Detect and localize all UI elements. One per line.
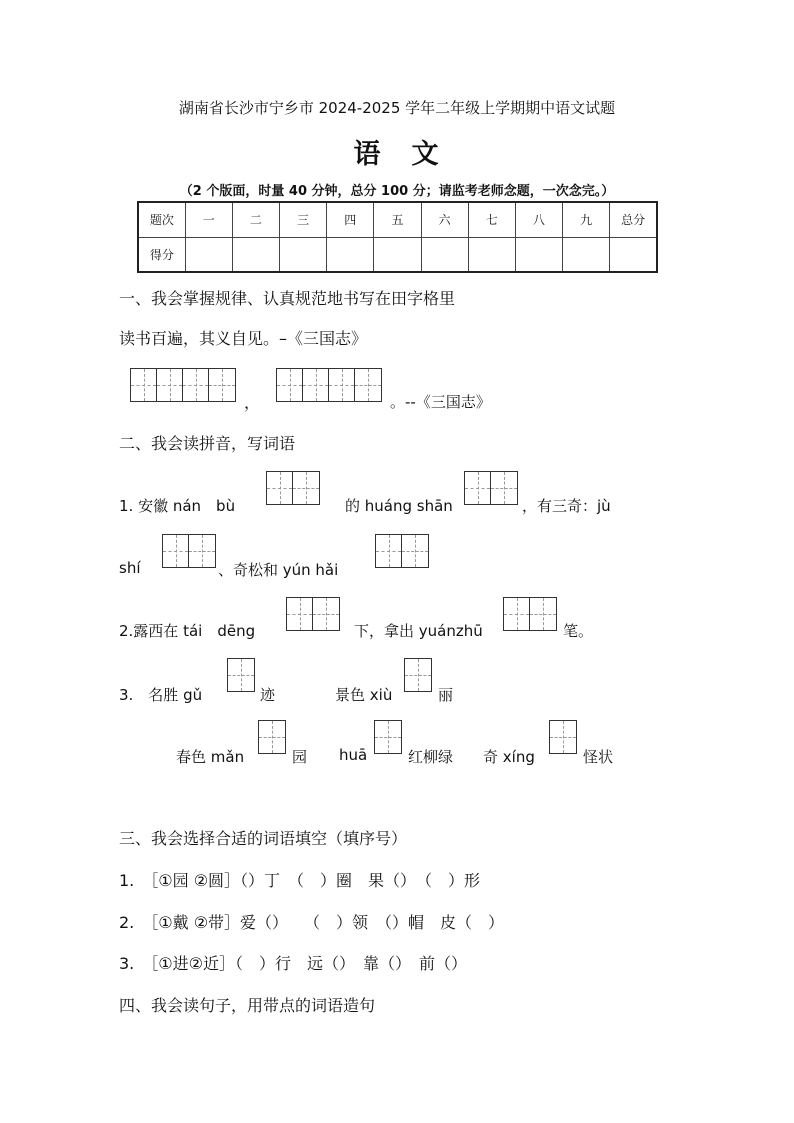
pinyin-line5-b: 园 <box>292 748 308 766</box>
score-cell[interactable] <box>327 237 374 272</box>
writing-grid[interactable] <box>162 534 216 568</box>
score-row-label: 得分 <box>138 237 185 272</box>
score-table-score-row <box>138 237 657 272</box>
score-col-header: 四 <box>327 202 374 237</box>
score-table-header-row <box>138 202 657 237</box>
pinyin-line4-d: 丽 <box>438 686 454 704</box>
score-cell[interactable] <box>280 237 327 272</box>
choice-item-2: 2. ［①戴 ②带］爱（） （ ）领 （）帽 皮（ ） <box>119 913 505 932</box>
score-table <box>137 201 658 273</box>
score-col-header: 一 <box>185 202 232 237</box>
writing-grid[interactable] <box>276 368 382 402</box>
score-cell[interactable] <box>515 237 562 272</box>
pinyin-line3-a: 2.露西在 tái dēng <box>119 622 256 640</box>
section1-tail: 。--《三国志》 <box>390 393 491 411</box>
score-col-header: 六 <box>421 202 468 237</box>
pinyin-line1-c: ，有三奇：jù <box>522 497 611 515</box>
choice-item-3: 3. ［①进②近］（ ）行 远（） 靠（） 前（） <box>119 954 467 973</box>
pinyin-line1-b: 的 huáng shān <box>345 497 453 515</box>
pinyin-line3-c: 笔。 <box>563 622 594 640</box>
pinyin-line2-a: shí <box>119 559 141 577</box>
writing-grid[interactable] <box>130 368 236 402</box>
choice-item-1: 1. ［①园 ②圆］（）丁 （ ）圈 果（） （ ）形 <box>119 871 481 890</box>
writing-grid[interactable] <box>266 471 320 505</box>
writing-grid[interactable] <box>375 534 429 568</box>
score-col-header: 二 <box>232 202 279 237</box>
pinyin-line5-f: 怪状 <box>583 748 614 766</box>
section2-title: 二、我会读拼音，写词语 <box>119 434 296 453</box>
pinyin-line4-b: 迹 <box>260 686 276 704</box>
pinyin-line5-c: huā <box>339 746 368 764</box>
writing-grid[interactable] <box>227 658 255 692</box>
writing-grid[interactable] <box>258 720 286 754</box>
score-cell[interactable] <box>185 237 232 272</box>
section3-title: 三、我会选择合适的词语填空（填序号） <box>119 829 408 848</box>
writing-grid[interactable] <box>404 658 432 692</box>
writing-grid[interactable] <box>374 720 402 754</box>
score-cell[interactable] <box>232 237 279 272</box>
score-col-header: 七 <box>468 202 515 237</box>
score-cell[interactable] <box>374 237 421 272</box>
score-col-header: 总分 <box>610 202 657 237</box>
pinyin-line5-e: 奇 xíng <box>483 748 535 766</box>
score-cell[interactable] <box>468 237 515 272</box>
pinyin-line5-d: 红柳绿 <box>408 748 454 766</box>
section1-quote: 读书百遍，其义自见。–《三国志》 <box>119 329 368 348</box>
score-col-header: 三 <box>280 202 327 237</box>
writing-grid[interactable] <box>464 471 518 505</box>
exam-title: 湖南省长沙市宁乡市 2024-2025 学年二年级上学期期中语文试题 <box>178 99 616 117</box>
score-cell[interactable] <box>563 237 610 272</box>
score-col-header: 题次 <box>138 202 185 237</box>
score-col-header: 五 <box>374 202 421 237</box>
subject-title: 语 文 <box>353 139 441 170</box>
writing-grid[interactable] <box>286 597 340 631</box>
score-col-header: 八 <box>515 202 562 237</box>
score-cell[interactable] <box>610 237 657 272</box>
pinyin-line3-b: 下，拿出 yuánzhū <box>354 622 483 640</box>
pinyin-line1-a: 1. 安徽 nán bù <box>119 497 236 515</box>
pinyin-line2-b: 、奇松和 yún hǎi <box>218 561 339 579</box>
pinyin-line5-a: 春色 mǎn <box>176 748 245 766</box>
section1-title: 一、我会掌握规律、认真规范地书写在田字格里 <box>119 289 456 308</box>
writing-grid[interactable] <box>549 720 577 754</box>
section4-title: 四、我会读句子，用带点的词语造句 <box>119 996 376 1015</box>
score-cell[interactable] <box>421 237 468 272</box>
writing-grid[interactable] <box>503 597 557 631</box>
exam-note: （2 个版面，时量 40 分钟，总分 100 分；请监考老师念题，一次念完。） <box>179 184 615 199</box>
score-col-header: 九 <box>563 202 610 237</box>
section1-comma: ， <box>244 393 261 412</box>
pinyin-line4-a: 3. 名胜 gǔ <box>119 686 203 704</box>
pinyin-line4-c: 景色 xiù <box>335 686 393 704</box>
